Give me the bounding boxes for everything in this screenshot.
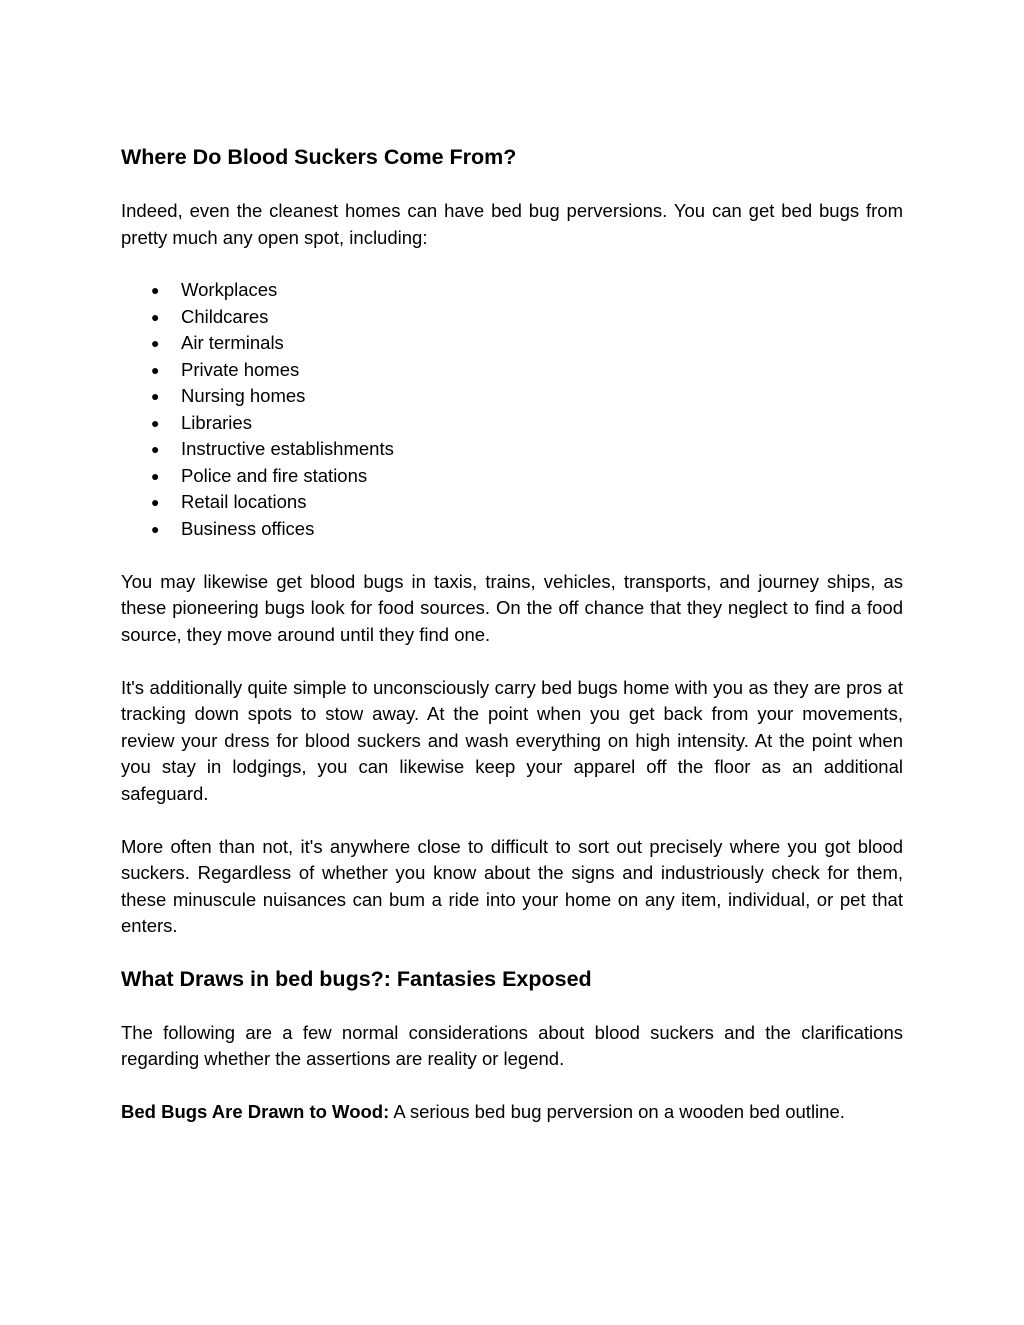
transport-paragraph: You may likewise get blood bugs in taxis, trains, vehicles, transports, and journey ships, as these pioneering bugs look for food sources. On the off chance that they neglect to find a food source, they move around until they find one. [121,570,903,645]
bullet-icon: ● [151,388,160,404]
origin-difficulty-paragraph: More often than not, it's anywhere close to difficult to sort out precisely where you got blood suckers. Regardless of whether you know about the signs and industriously check for them, these minuscule nuisances can bum a ride into your home on any item, individual, or pet that enters. [121,835,903,936]
list-item-label: Workplaces [181,279,278,300]
bullet-icon: ● [151,441,160,457]
myth-label: Bed Bugs Are Drawn to Wood: [121,1101,390,1122]
list-item-label: Air terminals [181,332,284,353]
list-item [121,357,903,384]
list-item [121,463,903,490]
list-item-label: Police and fire stations [181,464,368,486]
bullet-icon: ● [151,308,160,325]
section-heading-myths: What Draws in bed bugs?: Fantasies Exposed [121,966,592,991]
bullet-icon: ● [151,335,160,351]
list-item-label: Childcares [181,305,269,327]
list-item [121,436,903,463]
myth-wood-paragraph [121,1099,903,1126]
list-item [121,304,903,331]
list-item-label: Private homes [181,358,300,380]
list-item [121,516,903,543]
list-item-label: Instructive establishments [181,438,394,459]
travel-paragraph: It's additionally quite simple to unconsciously carry bed bugs home with you as they are pros at tracking down spots to stow away. At the point when you get back from your movements, review your dress for blood suckers and wash everything on high intensity. At the point when you stay in lodgings, you can likewise keep your apparel off the floor as an additional safeguard. [121,676,903,804]
document-page [121,140,903,1126]
bullet-icon: ● [151,520,160,537]
list-item [121,277,903,304]
locations-list [121,277,903,542]
bullet-icon: ● [151,494,160,510]
myths-intro-paragraph: The following are a few normal considerations about blood suckers and the clarifications regarding whether the assertions are reality or legend. [121,1021,903,1069]
bullet-icon: ● [151,414,160,431]
list-item [121,410,903,437]
list-item-label: Business offices [181,517,315,539]
myth-text: A serious bed bug perversion on a wooden bed outline. [389,1101,845,1122]
section-heading-origins: Where Do Blood Suckers Come From? [121,145,517,169]
list-item [121,330,903,357]
list-item-label: Retail locations [181,491,307,512]
bullet-icon: ● [151,361,160,378]
list-item [121,489,903,516]
list-item-label: Nursing homes [181,385,306,406]
list-item-label: Libraries [181,411,252,433]
intro-paragraph: Indeed, even the cleanest homes can have bed bug perversions. You can get bed bugs from pretty much any open spot, including: [121,200,903,248]
bullet-icon: ● [151,467,160,484]
list-item [121,383,903,410]
bullet-icon: ● [151,282,160,298]
